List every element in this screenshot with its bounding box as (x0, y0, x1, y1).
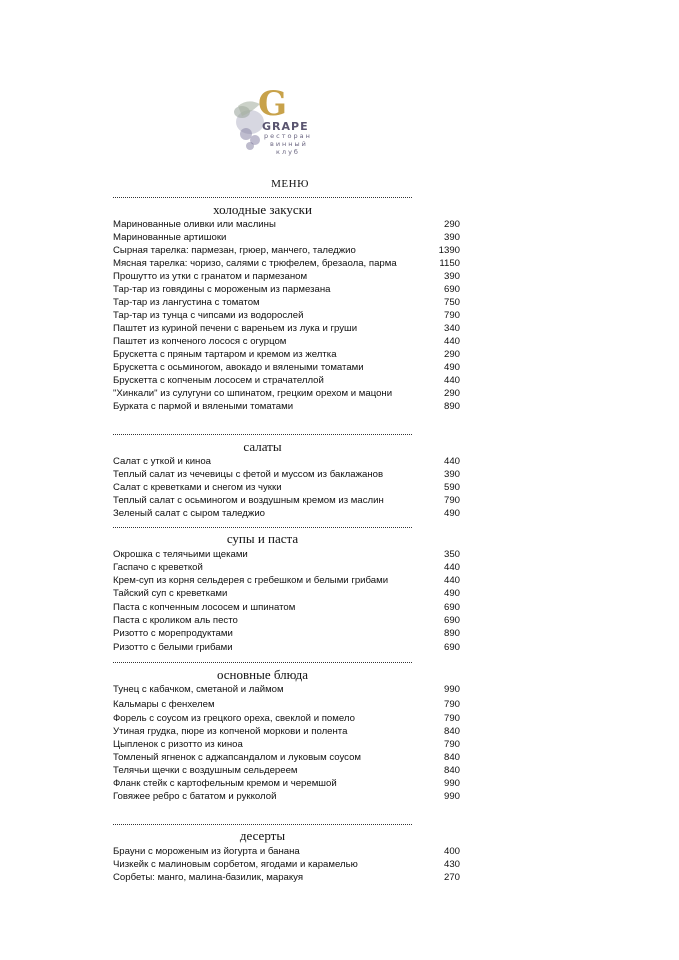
section-title: салаты (243, 439, 282, 454)
menu-item-name: Крем-суп из корня сельдерея с гребешком и белыми грибами (113, 575, 389, 586)
menu-item-name: Окрошка с телячьими щеками (113, 549, 248, 560)
logo-letter: G (258, 84, 288, 124)
menu-item-name: Фланк стейк с картофельным кремом и черемшой (113, 778, 337, 789)
logo-name: GRAPE (262, 120, 309, 133)
menu-item (113, 683, 460, 696)
logo-sub-1: ресторан (264, 132, 312, 140)
menu-item (113, 468, 460, 481)
menu-item-price: 290 (443, 349, 460, 360)
menu-item (113, 641, 460, 654)
menu-item-name: Телячьи щечки с воздушным сельдереем (113, 765, 298, 776)
section-title: десерты (239, 828, 286, 843)
menu-item-price: 990 (443, 778, 460, 789)
menu-item-price: 890 (443, 628, 460, 639)
menu-item-price: 990 (443, 684, 460, 695)
menu-item-name: Паста с копченным лососем и шпинатом (113, 602, 296, 613)
logo-sub-3: клуб (276, 148, 300, 156)
menu-item-name: Тар-тар из говядины с мороженым из пармезана (113, 284, 331, 295)
menu-item-name: Паштет из копченого лосося с огурцом (113, 336, 287, 347)
menu-item-price: 840 (443, 765, 460, 776)
menu-item (113, 481, 460, 494)
menu-item-name: Тар-тар из тунца с чипсами из водорослей (113, 310, 304, 321)
menu-item (113, 361, 460, 374)
menu-item-price: 790 (443, 713, 460, 724)
menu-item (113, 858, 460, 871)
menu-item-price: 490 (443, 508, 460, 519)
menu-item-name: Маринованные оливки или маслины (113, 219, 276, 230)
menu-item (113, 587, 460, 600)
menu-item-price: 690 (443, 615, 460, 626)
menu-item (113, 627, 460, 640)
menu-item-name: Салат с уткой и киноа (113, 456, 212, 467)
menu-item (113, 335, 460, 348)
menu-item-price: 350 (443, 549, 460, 560)
dotted-divider (113, 197, 412, 198)
menu-item-name: Говяжее ребро с бататом и рукколой (113, 791, 277, 802)
menu-item (113, 283, 460, 296)
menu-item-price: 790 (443, 495, 460, 506)
menu-item-name: Брускетта с осьминогом, авокадо и вялеными томатами (113, 362, 364, 373)
menu-item-price: 690 (443, 642, 460, 653)
menu-item (113, 296, 460, 309)
section-title: основные блюда (216, 667, 309, 682)
menu-item-name: Ризотто с белыми грибами (113, 642, 233, 653)
menu-item-name: Брускетта с пряным тартаром и кремом из желтка (113, 349, 337, 360)
menu-item-price: 390 (443, 232, 460, 243)
menu-item-price: 1390 (438, 245, 460, 256)
menu-item (113, 374, 460, 387)
menu-item (113, 309, 460, 322)
menu-item-name: Тар-тар из лангустина с томатом (113, 297, 260, 308)
menu-item-price: 440 (443, 336, 460, 347)
menu-item-name: Чизкейк с малиновым сорбетом, ягодами и карамелью (113, 859, 358, 870)
menu-item (113, 561, 460, 574)
menu-item-price: 440 (443, 375, 460, 386)
menu-item-name: Теплый салат с осьминогом и воздушным кремом из маслин (113, 495, 384, 506)
menu-item-price: 490 (443, 588, 460, 599)
menu-item (113, 244, 460, 257)
menu-item (113, 507, 460, 520)
menu-item-name: Сырная тарелка: пармезан, грюер, манчего, таледжио (113, 245, 356, 256)
menu-item-name: Сорбеты: манго, малина-базилик, маракуя (113, 872, 304, 883)
menu-item-price: 490 (443, 362, 460, 373)
menu-item-price: 890 (443, 401, 460, 412)
menu-item (113, 574, 460, 587)
menu-item-price: 1150 (439, 258, 460, 269)
menu-item-price: 390 (443, 469, 460, 480)
menu-item (113, 777, 460, 790)
menu-item-name: Маринованные артишоки (113, 232, 227, 243)
menu-item-price: 590 (443, 482, 460, 493)
menu-item-name: Прошутто из утки с гранатом и пармезаном (113, 271, 308, 282)
menu-item-price: 430 (443, 859, 460, 870)
menu-item (113, 698, 460, 711)
menu-item (113, 790, 460, 803)
menu-item-name: Утиная грудка, пюре из копченой моркови и полента (113, 726, 348, 737)
menu-item (113, 348, 460, 361)
menu-item-name: Тайский суп с креветками (113, 588, 228, 599)
menu-item-name: Брауни с мороженым из йогурта и банана (113, 846, 300, 857)
menu-item-name: Томленый ягненок с аджапсандалом и луковым соусом (113, 752, 361, 763)
menu-item-name: Бурката с пармой и вялеными томатами (113, 401, 294, 412)
menu-item-price: 440 (443, 562, 460, 573)
menu-item (113, 257, 460, 270)
menu-item-name: Мясная тарелка: чоризо, салями с трюфелем, брезаола, парма (113, 258, 397, 269)
menu-item (113, 614, 460, 627)
menu-item-name: Зеленый салат с сыром таледжио (113, 508, 266, 519)
menu-item (113, 712, 460, 725)
dotted-divider (113, 662, 412, 663)
menu-item-price: 790 (443, 699, 460, 710)
section-title: холодные закуски (213, 202, 312, 217)
menu-item (113, 494, 460, 507)
menu-item-name: Теплый салат из чечевицы с фетой и муссом из баклажанов (113, 469, 384, 480)
menu-title: МЕНЮ (271, 178, 309, 190)
menu-item-name: Гаспачо с креветкой (113, 562, 203, 573)
dotted-divider (113, 824, 412, 825)
menu-item-price: 990 (443, 791, 460, 802)
menu-item (113, 751, 460, 764)
menu-item (113, 764, 460, 777)
menu-item-price: 290 (443, 219, 460, 230)
menu-item-price: 400 (443, 846, 460, 857)
menu-item-name: Ризотто с морепродуктами (113, 628, 233, 639)
menu-item-price: 790 (443, 739, 460, 750)
menu-item-name: Форель с соусом из грецкого ореха, свеклой и помело (113, 713, 355, 724)
logo-sub-2: винный (270, 140, 308, 148)
menu-item-price: 290 (443, 388, 460, 399)
menu-item-price: 690 (443, 284, 460, 295)
menu-item (113, 871, 460, 884)
menu-item-price: 750 (443, 297, 460, 308)
menu-item-price: 690 (443, 602, 460, 613)
menu-item (113, 231, 460, 244)
menu-item (113, 725, 460, 738)
menu-item-price: 790 (443, 310, 460, 321)
menu-item-name: Тунец с кабачком, сметаной и лаймом (113, 684, 284, 695)
menu-item (113, 548, 460, 561)
menu-item-price: 840 (443, 752, 460, 763)
menu-item (113, 322, 460, 335)
section-title: супы и паста (226, 531, 299, 546)
menu-item-name: Салат с креветками и снегом из чукки (113, 482, 282, 493)
menu-item (113, 400, 460, 413)
menu-item-price: 840 (443, 726, 460, 737)
menu-item (113, 270, 460, 283)
menu-item-price: 440 (443, 575, 460, 586)
menu-item-price: 440 (443, 456, 460, 467)
menu-item (113, 455, 460, 468)
dotted-divider (113, 527, 412, 528)
menu-item-name: "Хинкали" из сулугуни со шпинатом, грецким орехом и мацони (113, 388, 393, 399)
menu-item-price: 390 (443, 271, 460, 282)
menu-item-name: Брускетта с копченым лососем и страчателлой (113, 375, 324, 386)
menu-item-name: Паштет из куриной печени с вареньем из лука и груши (113, 323, 358, 334)
menu-item-name: Цыпленок с ризотто из киноа (113, 739, 243, 750)
menu-item (113, 738, 460, 751)
menu-item-price: 270 (443, 872, 460, 883)
menu-item (113, 845, 460, 858)
menu-item (113, 218, 460, 231)
menu-item (113, 387, 460, 400)
menu-item (113, 601, 460, 614)
dotted-divider (113, 434, 412, 435)
menu-item-price: 340 (443, 323, 460, 334)
menu-item-name: Паста с кроликом аль песто (113, 615, 238, 626)
menu-item-name: Кальмары с фенхелем (113, 699, 215, 710)
